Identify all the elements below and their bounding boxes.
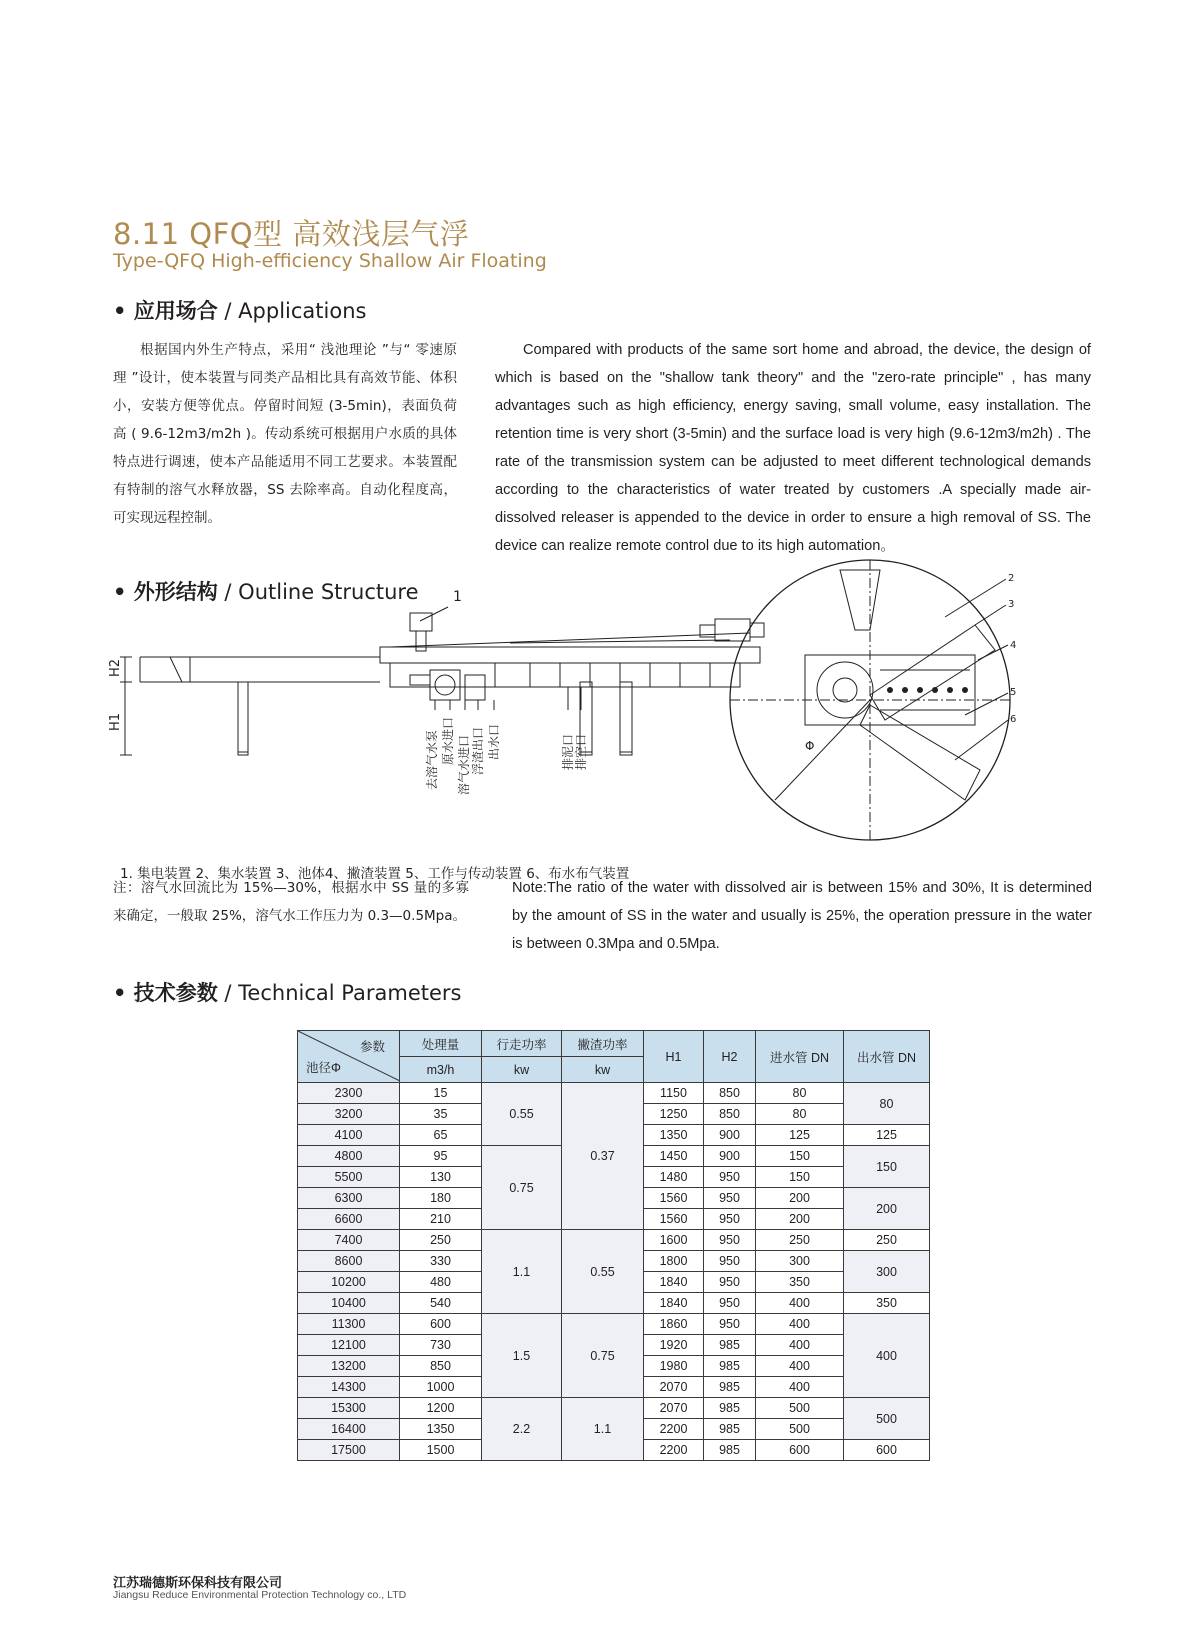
outline-legend: 1. 集电装置 2、集水装置 3、池体4、撇渣装置 5、工作与传动装置 6、布水布气装置 [120,866,630,882]
technical-heading-en: Technical Parameters [238,981,462,1005]
cell-inlet: 500 [756,1419,844,1440]
cell-diameter: 3200 [298,1104,400,1125]
cell-outlet: 125 [844,1125,930,1146]
cell-inlet: 400 [756,1377,844,1398]
cell-capacity: 130 [400,1167,482,1188]
cell-h2: 985 [704,1419,756,1440]
cell-h1: 2200 [644,1419,704,1440]
cell-capacity: 850 [400,1356,482,1377]
cell-capacity: 35 [400,1104,482,1125]
cell-h1: 1860 [644,1314,704,1335]
outline-heading-cn: • 外形结构 [113,580,218,604]
cell-capacity: 600 [400,1314,482,1335]
cell-inlet: 400 [756,1293,844,1314]
cell-capacity: 65 [400,1125,482,1146]
cell-h1: 2070 [644,1398,704,1419]
cell-diameter: 10400 [298,1293,400,1314]
cell-inlet: 250 [756,1230,844,1251]
cell-inlet: 80 [756,1083,844,1104]
dim-h1-label: H1 [108,712,123,731]
cell-outlet: 600 [844,1440,930,1461]
cell-walk-power: 2.2 [482,1398,562,1461]
cell-capacity: 1350 [400,1419,482,1440]
port-label-drain: 排空口 [574,733,588,770]
cell-capacity: 480 [400,1272,482,1293]
port-label-scum-outlet: 浮渣出口 [471,726,485,775]
port-label-sludge: 排泥口 [561,733,575,770]
cell-walk-power: 1.5 [482,1314,562,1398]
header-walk-unit: kw [482,1057,562,1083]
cell-capacity: 1200 [400,1398,482,1419]
technical-heading-cn: • 技术参数 [113,981,218,1005]
top-view-diagram [720,555,1050,845]
cell-skim-power: 1.1 [562,1398,644,1461]
cell-diameter: 6600 [298,1209,400,1230]
table-row [298,1230,930,1251]
cell-diameter: 4800 [298,1146,400,1167]
cell-h1: 2070 [644,1377,704,1398]
cell-h2: 985 [704,1335,756,1356]
cell-outlet: 200 [844,1188,930,1230]
cell-h2: 950 [704,1293,756,1314]
cell-h2: 985 [704,1440,756,1461]
cell-h2: 950 [704,1251,756,1272]
technical-parameters-table [297,1030,930,1461]
technical-heading [113,977,461,1007]
header-skim-unit: kw [562,1057,644,1083]
page-title: 8.11 QFQ型 高效浅层气浮 [113,217,470,251]
cell-h2: 985 [704,1356,756,1377]
cell-diameter: 8600 [298,1251,400,1272]
cell-h2: 850 [704,1083,756,1104]
cell-capacity: 250 [400,1230,482,1251]
cell-outlet: 300 [844,1251,930,1293]
cell-h1: 1840 [644,1293,704,1314]
cell-h1: 1560 [644,1209,704,1230]
cell-inlet: 500 [756,1398,844,1419]
cell-skim-power: 0.55 [562,1230,644,1314]
cell-capacity: 1000 [400,1377,482,1398]
cell-capacity: 730 [400,1335,482,1356]
table-body [298,1083,930,1461]
cell-capacity: 180 [400,1188,482,1209]
outline-heading-sep: / [217,580,239,604]
applications-heading-cn: • 应用场合 [113,299,218,323]
cell-outlet: 250 [844,1230,930,1251]
applications-text-cn: 根据国内外生产特点，采用“ 浅池理论 ”与“ 零速原理 ”设计，使本装置与同类产品相比具有高效节能、体积小，安装方便等优点。停留时间短 (3-5min)，表面负荷高 ( 9.6-12m3/m2h )。传动系统可根据用户水质的具体特点进行调速，使本产品能适用不同工艺要求。本装置配有特制的溶气水释放器，SS 去除率高。自动化程度高，可实现远程控制。 [113,342,457,526]
cell-h2: 900 [704,1125,756,1146]
callout-2: 2 [1008,573,1015,584]
cell-h1: 2200 [644,1440,704,1461]
page-subtitle: Type-QFQ High-efficiency Shallow Air Floating [113,250,547,272]
cell-inlet: 600 [756,1440,844,1461]
cell-h1: 1560 [644,1188,704,1209]
footer-company-en: Jiangsu Reduce Environmental Protection Technology co., LTD [113,1589,407,1601]
cell-capacity: 540 [400,1293,482,1314]
cell-h1: 1480 [644,1167,704,1188]
cell-h2: 950 [704,1272,756,1293]
applications-heading-en: Applications [238,299,367,323]
cell-diameter: 5500 [298,1167,400,1188]
header-outlet: 出水管 DN [844,1031,930,1083]
cell-h2: 950 [704,1167,756,1188]
callout-4: 4 [1010,640,1017,651]
table-row [298,1398,930,1419]
cell-capacity: 95 [400,1146,482,1167]
callout-1: 1 [453,589,462,605]
outline-note-cn: 注：溶气水回流比为 15%—30%，根据水中 SS 量的多寡来确定，一般取 25%，溶气水工作压力为 0.3—0.5Mpa。 [113,880,469,924]
outline-heading-en: Outline Structure [238,580,419,604]
cell-inlet: 125 [756,1125,844,1146]
cell-diameter: 2300 [298,1083,400,1104]
callout-6: 6 [1010,714,1017,725]
header-walk-power: 行走功率 [482,1031,562,1057]
callout-3: 3 [1008,599,1015,610]
cell-inlet: 150 [756,1167,844,1188]
header-inlet: 进水管 DN [756,1031,844,1083]
cell-h2: 950 [704,1314,756,1335]
cell-inlet: 400 [756,1335,844,1356]
cell-inlet: 200 [756,1209,844,1230]
dim-phi-label: Φ [805,739,815,753]
header-h2: H2 [704,1031,756,1083]
cell-inlet: 350 [756,1272,844,1293]
cell-inlet: 400 [756,1314,844,1335]
cell-h1: 1250 [644,1104,704,1125]
port-label-water-outlet: 出水口 [487,723,501,760]
table-row [298,1314,930,1335]
table-row [298,1083,930,1104]
cell-capacity: 1500 [400,1440,482,1461]
port-labels [424,717,588,795]
cell-h2: 950 [704,1209,756,1230]
cell-h2: 900 [704,1146,756,1167]
cell-h1: 1150 [644,1083,704,1104]
cell-diameter: 10200 [298,1272,400,1293]
callout-5: 5 [1010,687,1017,698]
technical-heading-sep: / [217,981,239,1005]
cell-capacity: 330 [400,1251,482,1272]
cell-outlet: 500 [844,1398,930,1440]
cell-outlet: 150 [844,1146,930,1188]
cell-h2: 950 [704,1230,756,1251]
cell-inlet: 150 [756,1146,844,1167]
cell-inlet: 80 [756,1104,844,1125]
cell-h2: 985 [704,1377,756,1398]
cell-diameter: 6300 [298,1188,400,1209]
header-skim-power: 撇渣功率 [562,1031,644,1057]
port-label-air-pump: 去溶气水泵 [425,729,439,790]
cell-h2: 950 [704,1188,756,1209]
cell-h2: 985 [704,1398,756,1419]
cell-h1: 1600 [644,1230,704,1251]
cell-outlet: 80 [844,1083,930,1125]
header-diameter: 池径Φ [306,1061,341,1075]
cell-h1: 1920 [644,1335,704,1356]
header-capacity: 处理量 [400,1031,482,1057]
side-view-diagram [108,585,700,795]
dim-h2-label: H2 [108,658,123,677]
cell-capacity: 15 [400,1083,482,1104]
cell-diameter: 12100 [298,1335,400,1356]
cell-outlet: 350 [844,1293,930,1314]
header-param-diameter [298,1031,400,1083]
cell-outlet: 400 [844,1314,930,1398]
header-param: 参数 [359,1040,385,1054]
cell-diameter: 15300 [298,1398,400,1419]
outline-note-en: Note:The ratio of the water with dissolved air is between 15% and 30%, It is determined by the amount of SS in the water and usually is 25%, the operation pressure in the water is between 0.3Mpa and 0.5Mpa. [512,880,1092,952]
applications-heading [113,295,366,325]
cell-skim-power: 0.75 [562,1314,644,1398]
cell-diameter: 16400 [298,1419,400,1440]
cell-diameter: 13200 [298,1356,400,1377]
cell-h1: 1980 [644,1356,704,1377]
cell-capacity: 210 [400,1209,482,1230]
header-h1: H1 [644,1031,704,1083]
cell-skim-power: 0.37 [562,1083,644,1230]
footer-company-cn: 江苏瑞德斯环保科技有限公司 [113,1576,283,1591]
cell-inlet: 300 [756,1251,844,1272]
applications-text-en: Compared with products of the same sort home and abroad, the device, the design of which is based on the "shallow tank theory" and the "zero-rate principle" , has many advantages such as high efficiency, energy saving, small volume, easy installation. The retention time is very short (3-5min) and the surface load is very high (9.6-12m3/m2h) . The rate of the transmission system can be adjusted to meet different technological demands according to the characteristics of water treated by customers .A specially made air-dissolved releaser is appended to the device in order to ensure a high removal of SS. The device can realize remote control due to its high automation。 [495,342,1091,554]
cell-h1: 1840 [644,1272,704,1293]
cell-h1: 1450 [644,1146,704,1167]
applications-heading-sep: / [217,299,239,323]
port-label-raw-water: 原水进口 [441,716,455,765]
cell-walk-power: 0.55 [482,1083,562,1146]
cell-walk-power: 0.75 [482,1146,562,1230]
header-capacity-unit: m3/h [400,1057,482,1083]
cell-walk-power: 1.1 [482,1230,562,1314]
cell-inlet: 200 [756,1188,844,1209]
cell-inlet: 400 [756,1356,844,1377]
cell-h1: 1350 [644,1125,704,1146]
cell-diameter: 14300 [298,1377,400,1398]
port-label-dissolved-inlet: 溶气水进口 [457,734,471,795]
cell-diameter: 17500 [298,1440,400,1461]
cell-diameter: 4100 [298,1125,400,1146]
cell-h2: 850 [704,1104,756,1125]
cell-diameter: 7400 [298,1230,400,1251]
cell-diameter: 11300 [298,1314,400,1335]
cell-h1: 1800 [644,1251,704,1272]
